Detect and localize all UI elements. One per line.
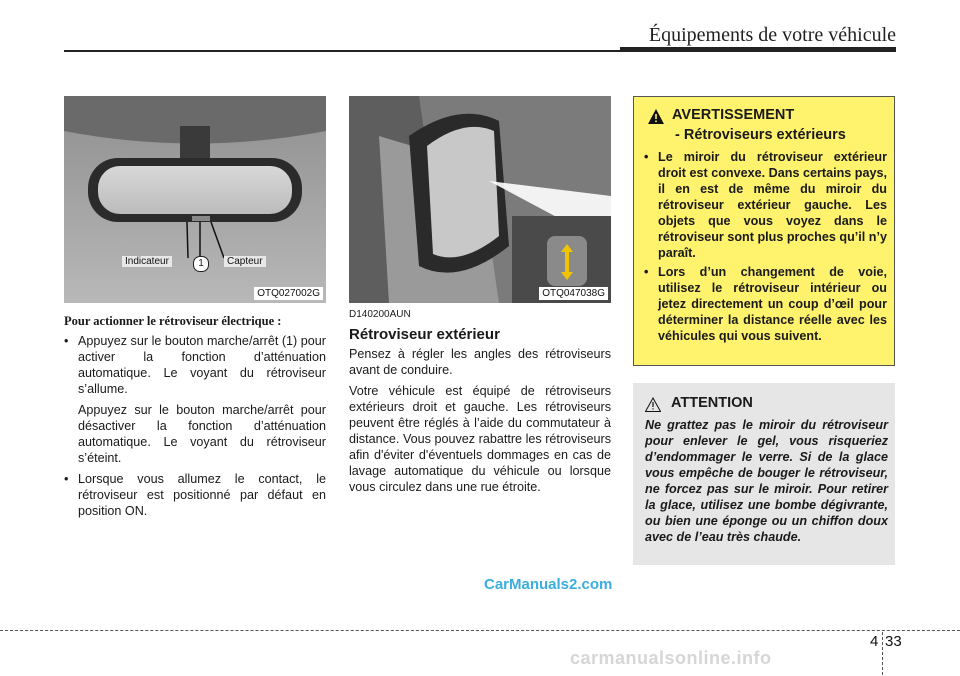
label-indicator: Indicateur [122,256,172,267]
rearview-mirror-figure [64,96,326,303]
footer-brand-watermark: carmanualsonline.info [570,648,772,668]
left-column [64,313,326,524]
page-header-title: Équipements de votre véhicule [648,24,896,46]
page-number-divider [882,632,884,675]
section-title: Rétroviseur extérieur [349,326,500,343]
warning-triangle-icon [648,109,664,124]
warning-subtitle: - Rétroviseurs extérieurs [675,127,846,143]
figure-caption: OTQ047038G [539,287,608,300]
paragraph: Votre véhicule est équipé de rétroviseurs extérieurs droit et gauche. Les rétroviseurs peuvent être réglés à l’aide du commutateur à distance. Vous pouvez rabattre les rétroviseurs afin d'éviter d'éventuels dommages en cas de lavage automatique du véhicule ou lorsque vous circulez dans une rue étroite. [349,384,611,494]
middle-column [349,307,611,500]
list-item: • Lorsque vous allumez le contact, le rétroviseur est positionné par défaut en position ON. [64,472,326,518]
label-sensor: Capteur [224,256,266,267]
caution-box [633,383,895,565]
header-tab-bar [620,47,896,52]
list-item: • Le miroir du rétroviseur extérieur droit est convexe. Dans certains pays, il en est de même du miroir du rétroviseur extérieur gauche. Les objets que vous voyez dans le rétroviseur sont plus proches qu’il n’y paraît. [644,150,887,260]
caution-triangle-icon [645,397,661,412]
paragraph: Pensez à régler les angles des rétroviseurs avant de conduire. [349,347,611,377]
page-number: 33 [885,633,902,650]
exterior-mirror-figure [349,96,611,303]
list-item: • Lors d’un changement de voie, utilisez le rétroviseur intérieur ou jetez directement un coup d’œil pour déterminer la distance réelle avec les véhicules qui vous suivent. [644,265,887,343]
footer-rule [0,630,960,631]
caution-title: ATTENTION [671,395,753,411]
caution-body: Ne grattez pas le miroir du rétroviseur pour enlever le gel, vous risqueriez d’endommager le verre. Si de la glace vous empêche de bouger le rétroviseur, ne forcez pas sur le miroir. Pour retirer la glace, utilisez une bombe dégivrante, ou bien une éponge ou un chiffon doux avec de l’eau très chaude. [645,418,888,544]
warning-box [633,96,895,366]
list-item: • Appuyez sur le bouton marche/arrêt (1) pour activer la fonction d’atténuation automatique. Le voyant du rétroviseur s’allume. [64,334,326,396]
section-number: 4 [870,633,879,650]
list-item-continuation: Appuyez sur le bouton marche/arrêt pour désactiver la fonction d’atténuation automatique. Le voyant du rétroviseur s’éteint. [78,403,326,465]
warning-title: AVERTISSEMENT [672,107,795,123]
figure-caption: OTQ027002G [254,287,323,300]
label-number-badge: 1 [193,256,209,272]
section-code: D140200AUN [349,309,411,320]
watermark-link[interactable]: CarManuals2.com [484,576,613,593]
subhead: Pour actionner le rétroviseur électrique : [64,314,282,328]
